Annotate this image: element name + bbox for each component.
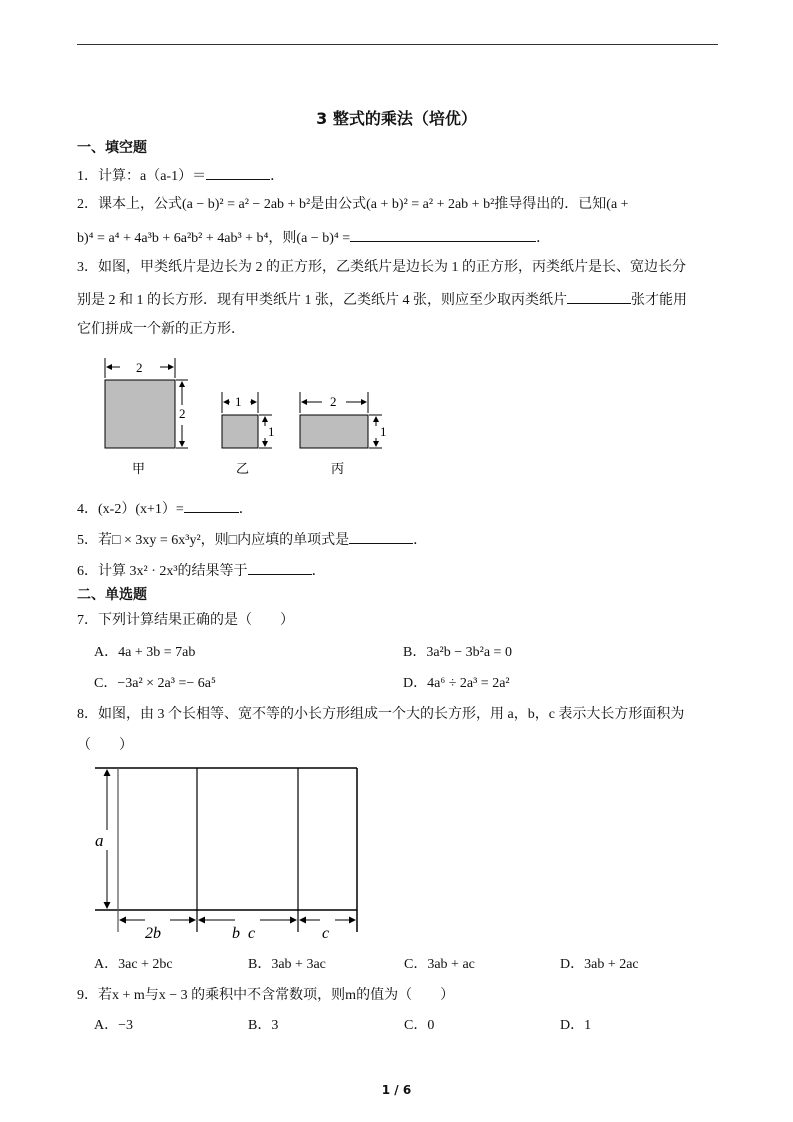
q9-option-a[interactable]: A．−3 [94,1018,134,1033]
question-5 [77,529,427,551]
question-7-stem: 7．下列计算结果正确的是（ ） [77,613,294,628]
answer-blank[interactable] [349,529,413,544]
answer-blank[interactable] [248,560,312,575]
q7-option-a[interactable]: A．4a + 3b = 7ab [94,645,196,660]
q5-end: ． [413,533,428,548]
yi-square [222,415,258,448]
rectangle-area-figure [85,760,375,950]
q4-text: 4．(x-2）(x+1）= [77,502,184,517]
page-title: 3 整式的乘法（培优） [316,109,477,128]
question-6 [77,560,326,582]
q8-option-d[interactable]: D．3ab + 2ac [560,957,639,972]
question-2-line-2 [77,227,550,249]
question-1 [77,165,284,187]
q2-text: b)⁴ = a⁴ + 4a³b + 6a²b² + 4ab³ + b⁴，则(a − b)⁴ = [77,231,351,246]
yi-label: 乙 [236,461,250,476]
q9-option-d[interactable]: D．1 [560,1018,592,1033]
question-3-line-1: 3．如图，甲类纸片是边长为 2 的正方形，乙类纸片是边长为 1 的正方形，丙类纸片是长、宽边长分 [77,260,686,275]
q3-text-end: 张才能用 [631,293,687,308]
q1-text: 1．计算：a（a-1）＝ [77,169,207,184]
width-label-2b: 2b [145,925,161,942]
header-rule [77,44,718,45]
yi-height-label: 1 [268,424,275,439]
q3-text: 别是 2 和 1 的长方形．现有甲类纸片 1 张，乙类纸片 4 张，则应至少取丙类纸片 [77,293,567,308]
section-heading-fill-blank: 一、填空题 [77,140,147,156]
q8-option-a[interactable]: A．3ac + 2bc [94,957,173,972]
q4-end: ． [238,502,253,517]
q1-end: ． [270,169,285,184]
question-8-line-1: 8．如图，由 3 个长相等、宽不等的小长方形组成一个大的长方形，用 a，b，c 表示大长方形面积为 [77,707,685,722]
answer-blank[interactable] [206,165,270,180]
q7-option-b[interactable]: B．3a²b − 3b²a = 0 [403,645,512,660]
q6-text: 6．计算 3x² · 2x³的结果等于 [77,564,248,579]
q8-option-c[interactable]: C．3ab + ac [404,957,475,972]
paper-pieces-figure [90,350,410,480]
q2-end: ． [536,231,551,246]
answer-blank[interactable] [184,498,239,513]
bing-height-label: 1 [380,424,387,439]
q7-option-d[interactable]: D．4a⁶ ÷ 2a³ = 2a² [403,676,510,691]
question-3-line-2 [77,289,687,311]
question-8-line-2: （ ） [77,738,133,753]
q9-option-c[interactable]: C．0 [404,1018,435,1033]
answer-blank[interactable] [567,289,631,304]
q9-option-b[interactable]: B．3 [248,1018,279,1033]
bing-label: 丙 [331,461,345,476]
width-label-b-c: b c [232,925,256,942]
bing-rectangle [300,415,368,448]
answer-blank[interactable] [350,227,536,242]
jia-height-label: 2 [179,406,186,421]
width-label-c: c [322,925,330,942]
jia-square [105,380,175,448]
page-number: 1 / 6 [381,1083,412,1097]
jia-width-label: 2 [136,360,143,375]
q6-end: ． [311,564,326,579]
question-3-line-3: 它们拼成一个新的正方形． [77,322,245,337]
height-label-a: a [95,831,104,850]
bing-width-label: 2 [330,394,337,409]
q8-option-b[interactable]: B．3ab + 3ac [248,957,326,972]
q7-option-c[interactable]: C．−3a² × 2a³ =− 6a⁵ [94,676,216,691]
question-9-stem: 9．若x + m与x − 3 的乘积中不含常数项，则m的值为（ ） [77,988,455,1003]
jia-label: 甲 [132,461,146,476]
section-heading-single-choice: 二、单选题 [77,587,147,603]
question-4 [77,498,253,520]
question-2-line-1: 2．课本上，公式(a − b)² = a² − 2ab + b²是由公式(a + b)² = a² + 2ab + b²推导得出的．已知(a + [77,197,629,212]
yi-width-label: 1 [235,394,242,409]
q5-text: 5．若□ × 3xy = 6x³y²，则□内应填的单项式是 [77,533,350,548]
